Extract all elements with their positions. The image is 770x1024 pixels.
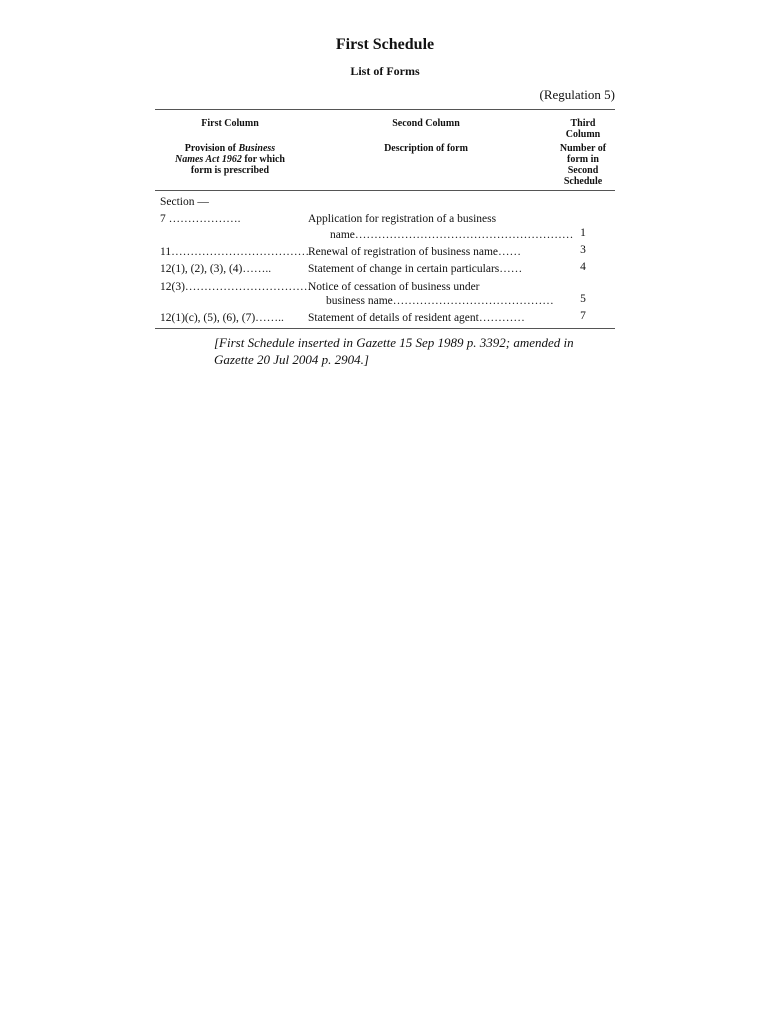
first-column-description-line2 [160, 154, 300, 165]
act-name-italic-1: Business [238, 143, 276, 154]
row-description-line1: Statement of change in certain particulars…… [308, 263, 523, 275]
third-column-description-line: Second [567, 165, 599, 176]
schedule-subtitle: List of Forms [350, 64, 420, 78]
schedule-title: First Schedule [335, 36, 435, 53]
row-provision: 12(1), (2), (3), (4)…….. [160, 263, 272, 275]
for-which-text: for which [241, 154, 285, 165]
act-name-italic-2: Names Act 1962 [174, 154, 242, 165]
row-form-number: 5 [580, 293, 586, 305]
amendment-note [214, 334, 624, 368]
third-column-description [550, 143, 616, 187]
first-column-header: First Column [201, 118, 259, 129]
third-column-description-line: Schedule [563, 176, 603, 187]
table-header-rule [155, 190, 615, 191]
second-column-description: Description of form [384, 143, 468, 154]
row-description-line2: business name…………………………………… [326, 295, 554, 307]
amendment-note-line1: [First Schedule inserted in Gazette 15 Sep 1989 p. 3392; amended in [214, 335, 574, 350]
first-column-description-line1 [160, 143, 300, 154]
first-column-description [160, 143, 300, 176]
row-description-line1: Application for registration of a business [308, 213, 497, 225]
row-form-number: 4 [580, 261, 586, 273]
row-description-line2: name………………………………………………… [330, 229, 574, 241]
third-column-description-line: form in [567, 154, 599, 165]
third-column-header [552, 118, 614, 140]
table-bottom-rule [155, 328, 615, 329]
third-column-description-line: Number of [559, 143, 607, 154]
row-provision: 12(1)(c), (5), (6), (7)…….. [160, 312, 284, 324]
row-provision: 12(3)…………………………… [160, 281, 312, 293]
provision-of-text: Provision of [184, 143, 239, 154]
first-column-description-line3: form is prescribed [190, 165, 270, 176]
row-form-number: 1 [580, 227, 586, 239]
section-label: Section — [160, 196, 209, 208]
second-column-header: Second Column [392, 118, 460, 129]
row-form-number: 3 [580, 244, 586, 256]
row-provision: 7 ………………. [160, 213, 241, 225]
row-description-line1: Statement of details of resident agent………… [308, 312, 525, 324]
amendment-note-line2: Gazette 20 Jul 2004 p. 2904.] [214, 352, 369, 367]
third-column-header-line1: Third [570, 118, 596, 129]
row-provision: 11……………………………… [160, 246, 310, 258]
third-column-header-line2: Column [565, 129, 601, 140]
row-description-line1: Notice of cessation of business under [308, 281, 480, 293]
row-description-line1: Renewal of registration of business name…… [308, 246, 522, 258]
regulation-reference: (Regulation 5) [539, 87, 615, 102]
table-top-rule [155, 109, 615, 110]
row-form-number: 7 [580, 310, 586, 322]
